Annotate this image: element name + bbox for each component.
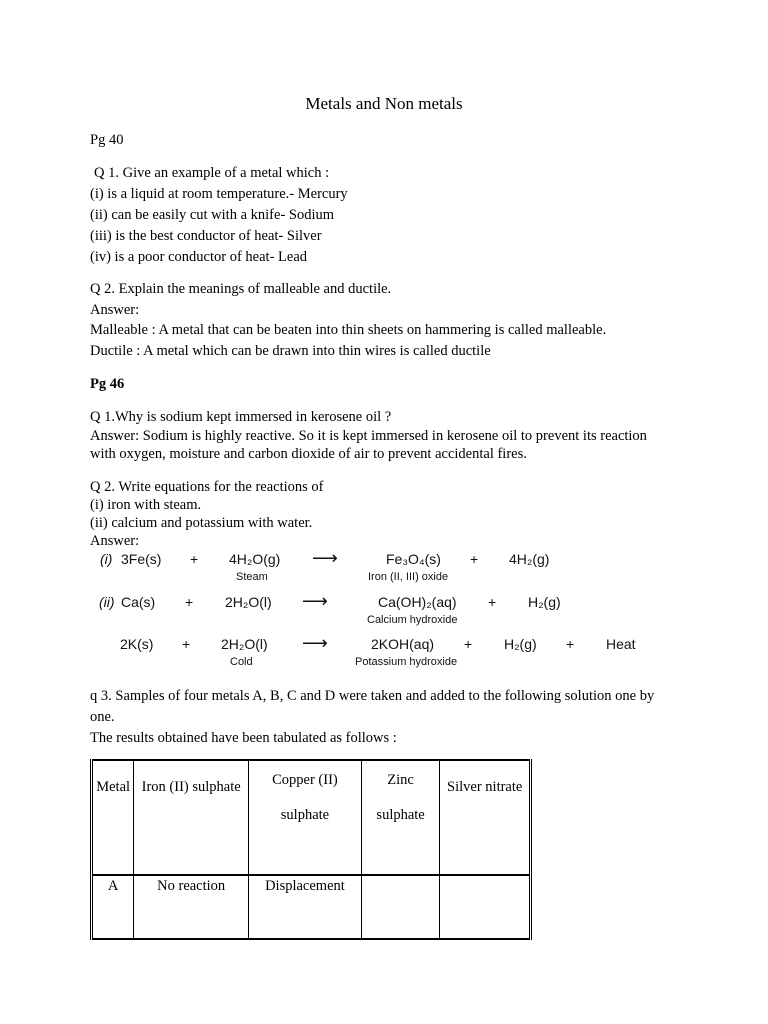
eq2-reactant: Ca(s) [121,594,156,610]
equations-question: Q 2. Write equations for the reactions of [90,479,324,495]
cell-copper-sulphate: Displacement [249,875,362,939]
cell-silver-nitrate [440,875,531,939]
eq2-plus: + [185,594,194,610]
eq3-product: 2KOH(aq) [371,636,435,652]
q3-question-line: one. [90,709,115,725]
q1-question: Q 1. Give an example of a metal which : [94,165,330,181]
q3-question-line: q 3. Samples of four metals A, B, C and D were taken and added to the following solution one by [90,688,655,704]
eq3-plus: + [566,636,575,652]
cell-metal: A [92,875,134,939]
equations-item: (ii) calcium and potassium with water. [90,515,313,531]
eq3-product-note: Potassium hydroxide [355,656,458,668]
eq2-reactant: 2H₂O(l) [225,594,272,610]
equations-item: (i) iron with steam. [90,497,202,513]
eq1-reactant: 4H₂O(g) [229,551,281,567]
q1-item: (iii) is the best conductor of heat- Silver [90,228,322,244]
eq1-arrow: ⟶ [312,548,338,568]
document-title: Metals and Non metals [305,94,463,113]
q2-answer-line: Ductile : A metal which can be drawn into thin wires is called ductile [90,343,491,359]
q1-item: (iv) is a poor conductor of heat- Lead [90,249,308,265]
header-silver-nitrate: Silver nitrate [440,760,531,875]
eq1-product: Fe₃O₄(s) [386,551,441,567]
header-zinc-line2: sulphate [376,807,425,823]
header-iron-sulphate: Iron (II) sulphate [134,760,249,875]
q3-intro: The results obtained have been tabulated as follows : [90,730,397,746]
eq3-plus: + [464,636,473,652]
eq3-product: H₂(g) [504,636,537,652]
header-zinc-line1: Zinc [387,772,414,788]
cell-zinc-sulphate [361,875,440,939]
header-copper-line1: Copper (II) [272,772,338,788]
eq1-reactant-note: Steam [236,571,268,583]
q1-item: (i) is a liquid at room temperature.- Mercury [90,186,348,202]
eq3-reactant-note: Cold [230,656,253,668]
eq2-product: Ca(OH)₂(aq) [378,594,457,610]
results-table [90,759,532,940]
eq1-plus: + [190,551,199,567]
q2-answer-label: Answer: [90,302,140,318]
sodium-question: Q 1.Why is sodium kept immersed in kerosene oil ? [90,409,392,425]
page-label-46: Pg 46 [90,376,125,392]
eq1-product: 4H₂(g) [509,551,550,567]
table-header-row [92,760,531,875]
chemical-equations-image [90,546,638,672]
eq3-reactant: 2K(s) [120,636,154,652]
sodium-answer-line: Answer: Sodium is highly reactive. So it is kept immersed in kerosene oil to prevent its reaction [90,428,647,444]
q2-question: Q 2. Explain the meanings of malleable and ductile. [90,281,392,297]
eq3-reactant: 2H₂O(l) [221,636,268,652]
equations-answer-label: Answer: [90,533,140,549]
table-row [92,875,531,939]
q2-answer-line: Malleable : A metal that can be beaten into thin sheets on hammering is called malleable. [90,322,607,338]
header-zinc-sulphate [361,760,440,875]
cell-iron-sulphate: No reaction [134,875,249,939]
eq1-reactant: 3Fe(s) [121,551,162,567]
header-copper-line2: sulphate [280,807,330,823]
eq2-product-note: Calcium hydroxide [367,614,458,626]
eq3-product: Heat [606,636,636,652]
eq3-arrow: ⟶ [302,633,328,653]
header-copper-sulphate [249,760,362,875]
page-label-40: Pg 40 [90,132,124,148]
sodium-answer-line: with oxygen, moisture and carbon dioxide of air to prevent accidental fires. [90,446,527,462]
eq1-plus: + [470,551,479,567]
eq1-product-note: Iron (II, III) oxide [368,571,449,583]
eq2-label: (ii) [99,594,115,610]
eq3-plus: + [182,636,191,652]
q1-item: (ii) can be easily cut with a knife- Sodium [90,207,335,223]
eq1-label: (i) [100,551,113,567]
eq2-arrow: ⟶ [302,591,328,611]
eq2-plus: + [488,594,497,610]
eq2-product: H₂(g) [528,594,561,610]
header-metal: Metal [92,760,134,875]
